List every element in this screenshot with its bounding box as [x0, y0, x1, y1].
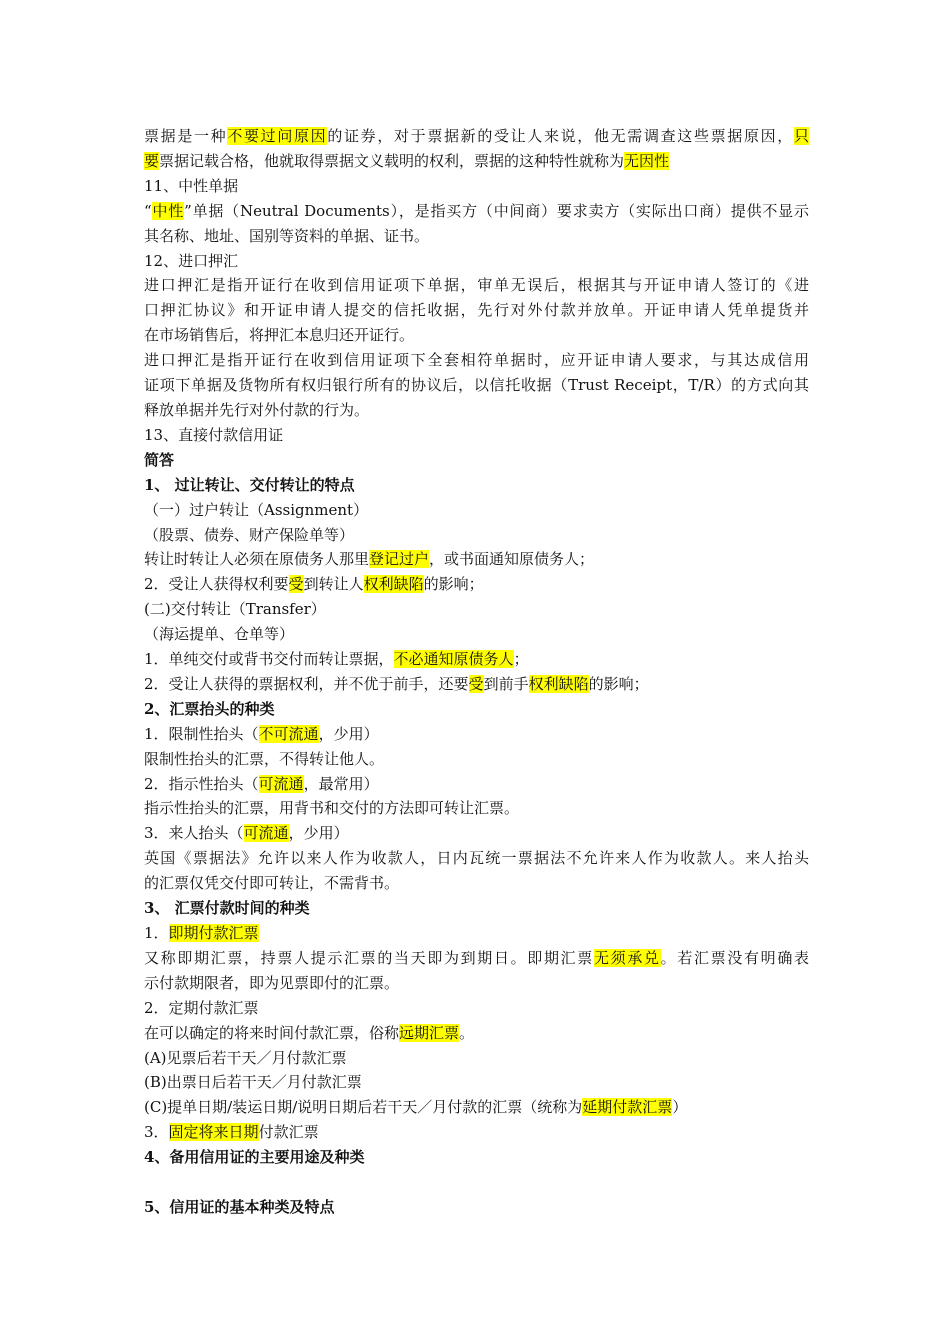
text-run: (C)提单日期/装运日期/说明日期后若干天／月付款的汇票（统称为	[144, 1098, 583, 1117]
text-run: 示付款期限者，即为见票即付的汇票。	[144, 973, 400, 992]
text-line	[144, 298, 809, 323]
text-line	[144, 1070, 809, 1095]
text-line	[144, 174, 809, 199]
text-run: 1．限制性抬头（	[144, 724, 259, 743]
text-line	[144, 921, 809, 946]
text-line	[144, 323, 809, 348]
text-run: 2、汇票抬头的种类	[144, 699, 275, 718]
text-line	[144, 373, 809, 398]
text-run: （一）过户转让（Assignment）	[144, 500, 369, 519]
text-run: 的汇票仅凭交付即可转让，不需背书。	[144, 874, 400, 893]
text-line	[144, 1021, 809, 1046]
text-line	[144, 224, 809, 249]
text-run: 票据记载合格，他就取得票据文义载明的权利，票据的这种特性就称为	[159, 151, 625, 170]
text-run: ，或书面通知原债务人；	[429, 550, 595, 569]
section-heading	[144, 1195, 809, 1220]
text-line	[144, 572, 809, 597]
text-run: 到转让人	[303, 575, 364, 594]
highlighted-text: 可流通	[243, 824, 289, 843]
highlighted-text: 延期付款汇票	[582, 1098, 673, 1117]
text-run: 1．	[144, 924, 169, 942]
text-line	[144, 199, 809, 224]
text-line	[144, 597, 809, 622]
text-line	[144, 523, 809, 548]
highlighted-text: 无须承兑	[593, 948, 661, 967]
text-line	[144, 846, 809, 871]
highlighted-text: 权利缺陷	[528, 674, 589, 693]
text-run: ；	[513, 650, 529, 669]
text-run: 的证券，对于票据新的受让人来说，他无需调查这些票据原因，	[327, 127, 794, 145]
text-run: 口押汇协议》和开证申请人提交的信托收据，先行对外付款并放单。开证申请人凭单提货并	[144, 301, 809, 320]
highlighted-text: 权利缺陷	[363, 575, 424, 594]
text-line	[144, 946, 809, 971]
text-line	[144, 996, 809, 1021]
highlighted-text: 不要过问原因	[227, 127, 328, 145]
text-run: 11、中性单据	[144, 176, 239, 195]
text-line	[144, 971, 809, 996]
text-line	[144, 871, 809, 896]
blank-line	[144, 1170, 809, 1195]
section-heading	[144, 1145, 809, 1170]
text-run: (二)交付转让（Transfer）	[144, 600, 326, 619]
highlighted-text: 受	[468, 674, 484, 693]
text-line	[144, 498, 809, 523]
text-line	[144, 1095, 809, 1120]
text-run: “	[144, 201, 152, 220]
text-run: 2．受让人获得的票据权利，并不优于前手，还要	[144, 674, 469, 693]
text-run: 1、 过让转让、交付转让的特点	[144, 475, 355, 494]
text-run: 3．来人抬头（	[144, 824, 244, 843]
text-run: 。	[459, 1023, 475, 1042]
highlighted-text: 远期汇票	[399, 1023, 460, 1042]
section-heading	[144, 473, 809, 498]
text-run: 3、 汇票付款时间的种类	[144, 899, 310, 918]
text-run: 进口押汇是指开证行在收到信用证项下全套相符单据时，应开证申请人要求，与其达成信用	[144, 351, 809, 370]
text-run: 的影响；	[588, 674, 649, 693]
section-heading	[144, 697, 809, 722]
text-line	[144, 423, 809, 448]
text-run: 4、备用信用证的主要用途及种类	[144, 1148, 365, 1167]
text-run: （股票、债券、财产保险单等）	[144, 525, 355, 544]
highlighted-text: 不必通知原债务人	[393, 650, 514, 669]
text-run: 的影响；	[423, 575, 484, 594]
document-page	[144, 124, 809, 1220]
text-run: ，最常用）	[303, 774, 379, 793]
highlighted-text: 登记过户	[369, 550, 430, 569]
highlighted-text: 只	[793, 127, 809, 145]
text-run: 票据是一种	[144, 127, 228, 145]
text-run: 3．	[144, 1123, 169, 1142]
text-run: 在可以确定的将来时间付款汇票，俗称	[144, 1023, 400, 1042]
text-run: 限制性抬头的汇票，不得转让他人。	[144, 749, 385, 768]
text-line	[144, 1046, 809, 1071]
highlighted-text: 可流通	[258, 774, 304, 793]
text-line	[144, 647, 809, 672]
highlighted-text: 要	[144, 151, 160, 170]
text-line	[144, 547, 809, 572]
text-run: 5、信用证的基本种类及特点	[144, 1197, 335, 1216]
text-run: 指示性抬头的汇票，用背书和交付的方法即可转让汇票。	[144, 799, 520, 818]
text-run: 证项下单据及货物所有权归银行所有的协议后，以信托收据（Trust Receipt，T/R）的方式向其	[144, 376, 809, 395]
section-heading	[144, 448, 809, 473]
text-run: ”单据（Neutral Documents），是指买方（中间商）要求卖方（实际出口商）提供不显示	[184, 201, 809, 220]
text-run: 2．定期付款汇票	[144, 998, 259, 1017]
text-run: 英国《票据法》允许以来人作为收款人，日内瓦统一票据法不允许来人作为收款人。来人抬头	[144, 849, 809, 868]
highlighted-text: 受	[288, 575, 304, 594]
text-run: (A)见票后若干天／月付款汇票	[144, 1048, 347, 1067]
highlighted-text: 即期付款汇票	[168, 924, 259, 942]
text-line	[144, 124, 809, 149]
highlighted-text: 中性	[151, 201, 185, 220]
text-line	[144, 796, 809, 821]
highlighted-text: 无因性	[624, 151, 670, 170]
text-line	[144, 1120, 809, 1145]
text-run: ，少用）	[318, 724, 379, 743]
highlighted-text: 不可流通	[258, 724, 319, 743]
text-run: 13、直接付款信用证	[144, 425, 284, 444]
highlighted-text: 固定将来日期	[168, 1123, 259, 1142]
text-run: 付款汇票	[258, 1123, 319, 1142]
text-run: 。若汇票没有明确表	[660, 948, 809, 967]
text-run: （海运提单、仓单等）	[144, 625, 295, 644]
text-line	[144, 398, 809, 423]
text-line	[144, 273, 809, 298]
text-run: 转让时转让人必须在原债务人那里	[144, 550, 370, 569]
text-line	[144, 249, 809, 274]
text-run: ）	[672, 1098, 688, 1117]
text-run: 简答	[144, 450, 175, 469]
text-run: 2．受让人获得权利要	[144, 575, 289, 594]
text-line	[144, 772, 809, 797]
text-run: 在市场销售后，将押汇本息归还开证行。	[144, 326, 415, 345]
text-run: 2．指示性抬头（	[144, 774, 259, 793]
text-line	[144, 747, 809, 772]
text-run: 1．单纯交付或背书交付而转让票据，	[144, 650, 394, 669]
text-run: 释放单据并先行对外付款的行为。	[144, 400, 370, 419]
text-line	[144, 821, 809, 846]
text-run: 其名称、地址、国别等资料的单据、证书。	[144, 226, 430, 245]
text-run: 又称即期汇票，持票人提示汇票的当天即为到期日。即期汇票	[144, 948, 594, 967]
text-run: 进口押汇是指开证行在收到信用证项下单据，审单无误后，根据其与开证申请人签订的《进	[144, 276, 809, 295]
text-run: ，少用）	[288, 824, 349, 843]
text-line	[144, 722, 809, 747]
text-run: 到前手	[483, 674, 529, 693]
text-line	[144, 149, 809, 174]
text-line	[144, 672, 809, 697]
text-run: (B)出票日后若干天／月付款汇票	[144, 1073, 362, 1092]
text-line	[144, 622, 809, 647]
text-line	[144, 348, 809, 373]
section-heading	[144, 896, 809, 921]
text-run: 12、进口押汇	[144, 251, 239, 270]
